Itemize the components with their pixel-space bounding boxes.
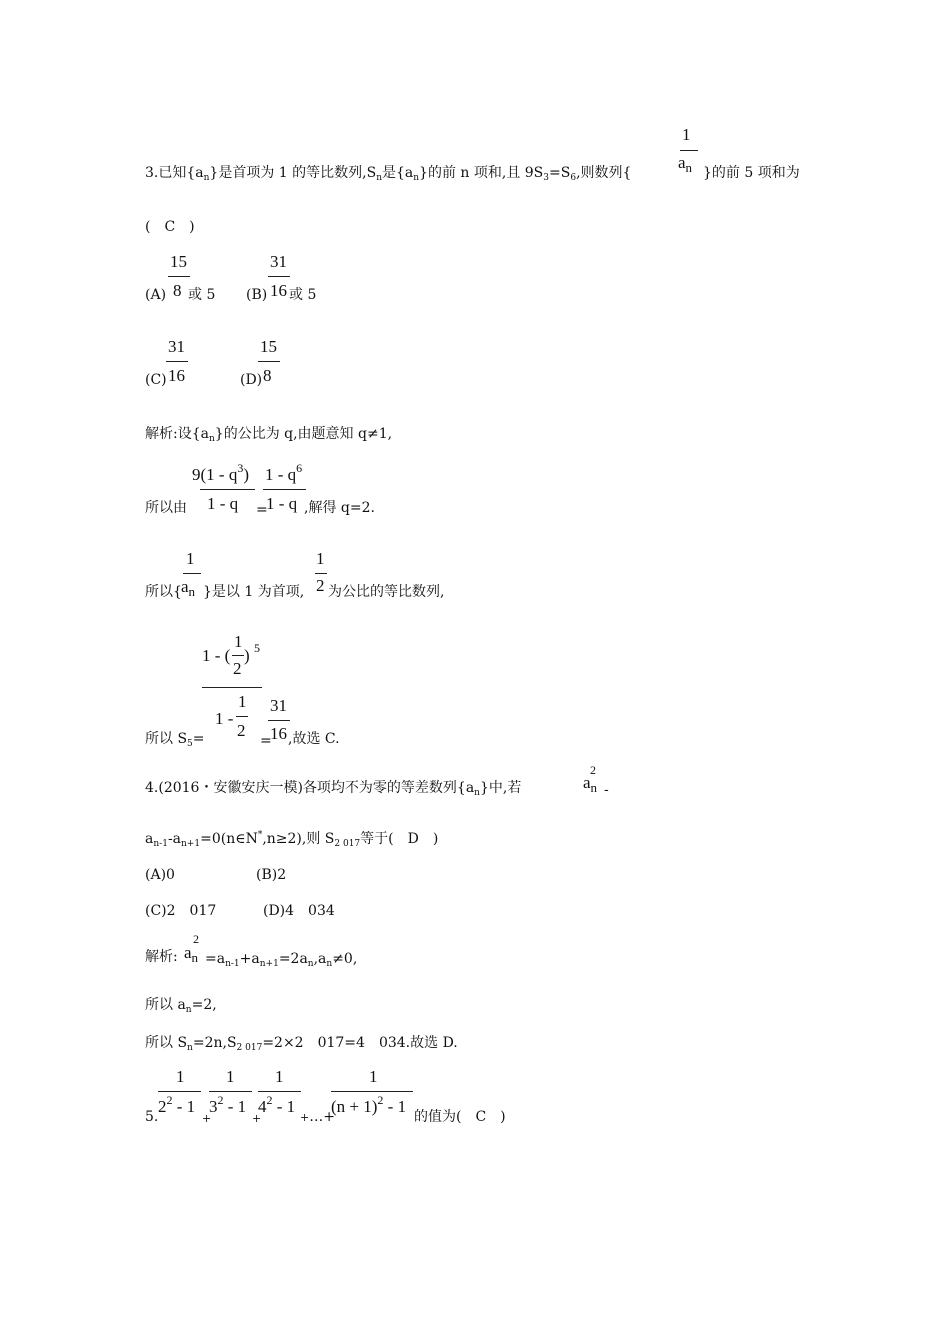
q3-solution-big-den-a: 1 - (215, 709, 234, 728)
q3-frac-den: $a_n$ (678, 153, 693, 175)
q5-term1-bar (158, 1091, 201, 1092)
q3-question-tail: }的前 5 项和为 (703, 165, 800, 181)
q3-solution-frac1-bar (200, 489, 255, 490)
q3-solution-line3-den: $a_n$ (181, 577, 196, 599)
q4-an2: $a_n$ 2 (583, 763, 598, 795)
q3-solution-line4-tail: ,故选 C. (288, 731, 340, 747)
q4-solution-line2: 所以 $a_n=2$, (145, 997, 217, 1015)
q3-solution-frac2-bar (263, 489, 306, 490)
q3-solution-res-num: 31 (270, 696, 287, 715)
q3-solution-frac1-den: 1 - q (207, 494, 239, 513)
q3-solution-big-num-fn: 1 (234, 632, 243, 651)
q5-plus2: + (252, 1112, 262, 1125)
q3-solution-half-den: 2 (316, 576, 325, 595)
q4-option-c: (C)2 017 (145, 903, 217, 919)
q3-option-c-num: 31 (168, 337, 185, 356)
q3-solution-line3-bar (183, 573, 201, 574)
q3-frac-bar (680, 150, 698, 151)
q4-solution-an2: $a_n$ 2 (184, 932, 199, 965)
q3-option-a-num: 15 (170, 252, 187, 271)
q3-solution-big-num-fd: 2 (233, 659, 242, 678)
q3-solution-big-num-a: 1 - ( (202, 646, 231, 665)
q3-option-c-bar (166, 361, 188, 362)
q5-tail: 的值为( C ) (414, 1109, 506, 1125)
q3-solution-line3-tail: 为公比的等比数列, (328, 584, 445, 600)
q3-solution-line4-prefix: 所以 $S_5=$ (145, 731, 205, 749)
q3-frac-num: 1 (682, 125, 691, 144)
q5-term-last-bar (331, 1091, 413, 1092)
q3-option-c-label: (C) (145, 372, 167, 388)
q3-solution-line1: 解析:设$\{a_n\}$的公比为 q,由题意知 q≠1, (145, 426, 393, 444)
q3-solution-line2-prefix: 所以由 (145, 500, 187, 516)
q3-option-a-label: (A) (145, 287, 167, 303)
q3-solution-frac2-num: $1 - q^6$ (265, 461, 303, 484)
q5-term2-den: $3^2 - 1$ (209, 1093, 247, 1116)
q3-option-b-bar (268, 276, 290, 277)
q4-option-a: (A)0 (145, 867, 175, 883)
q3-solution-frac1-num: $9(1 - q^3)$ (192, 461, 249, 484)
q3-option-d-label: (D) (240, 372, 263, 388)
q3-solution-line3-prefix: 所以{ (145, 584, 182, 600)
q3-solution-frac2-den: 1 - q (266, 494, 298, 513)
q3-option-a-bar (168, 276, 190, 277)
q3-option-a-tail: 或 5 (188, 287, 216, 303)
q3-solution-half-num: 1 (316, 549, 325, 568)
q4-line1-tail: - (604, 782, 609, 798)
q3-solution-res-bar (268, 720, 290, 721)
q5-term3-num: 1 (275, 1067, 284, 1086)
q5-term3-bar (258, 1091, 301, 1092)
q3-solution-half-bar (315, 573, 327, 574)
q3-answer: ( C ) (145, 219, 195, 235)
q4-solution-line1: $=a_{n-1}+a_{n+1}=2a_n,a_n\ne 0$, (205, 951, 358, 969)
q3-option-a-den: 8 (173, 281, 182, 300)
q3-solution-res-den: 16 (270, 724, 287, 743)
q4-solution-line3: 所以 $S_n=2n,S_{2 017}=2\times 2$ 017=4 034.故选 D. (145, 1035, 458, 1053)
q3-option-b-tail: 或 5 (289, 287, 317, 303)
q3-solution-big-num-exp: 5 (254, 641, 260, 655)
q5-prefix: 5. (145, 1109, 159, 1125)
q5-term3-den: $4^2 - 1$ (258, 1093, 296, 1116)
q3-option-b-num: 31 (270, 252, 287, 271)
q4-option-b: (B)2 (256, 867, 287, 883)
q3-solution-eq2: = (260, 733, 272, 749)
q5-term2-num: 1 (226, 1067, 235, 1086)
q4-line2: $a_{n-1}-a_{n+1}=0(n\in N^*,n\ge 2)$,则 $S_{2 017}$等于( D ) (145, 830, 439, 849)
q5-term2-bar (209, 1091, 252, 1092)
q3-option-b-den: 16 (270, 281, 287, 300)
q5-plus1: + (202, 1112, 212, 1125)
q3-solution-big-den-fn: 1 (238, 692, 247, 711)
q3-question-text: 3.已知$\{a_n\}$是首项为 1 的等比数列$,S_n$是$\{a_n\}$的前 n 项和,且 $9S_3=S_6$,则数列{ (145, 165, 632, 183)
q3-solution-big-num-b: ) (244, 646, 250, 665)
q3-solution-big-num-fbar (232, 655, 244, 656)
q3-option-d-den: 8 (263, 366, 272, 385)
q5-term-last-num: 1 (369, 1067, 378, 1086)
q3-option-c-den: 16 (168, 366, 185, 385)
q5-term1-num: 1 (176, 1067, 185, 1086)
q5-dots: +…+ (300, 1109, 335, 1125)
q3-option-b-label: (B) (246, 287, 268, 303)
q3-solution-eq: = (256, 502, 268, 518)
q3-solution-line2-tail: ,解得 q=2. (304, 500, 375, 516)
q5-term1-den: $2^2 - 1$ (158, 1093, 196, 1116)
q3-solution-big-bar (202, 687, 262, 688)
q3-solution-big-den-fbar (236, 716, 248, 717)
q3-solution-line3-mid: }是以 1 为首项, (203, 584, 305, 600)
q3-option-d-num: 15 (260, 337, 277, 356)
q4-solution-prefix: 解析: (145, 949, 178, 965)
q3-option-d-bar (258, 361, 280, 362)
q5-term-last-den: $(n + 1)^2 - 1$ (331, 1093, 407, 1116)
q3-solution-big-den-fd: 2 (237, 721, 246, 740)
q4-option-d: (D)4 034 (263, 903, 335, 919)
q4-line1: 4.(2016・安徽安庆一模)各项均不为零的等差数列$\{a_n\}$中,若 (145, 780, 522, 798)
q3-solution-line3-num: 1 (186, 549, 195, 568)
